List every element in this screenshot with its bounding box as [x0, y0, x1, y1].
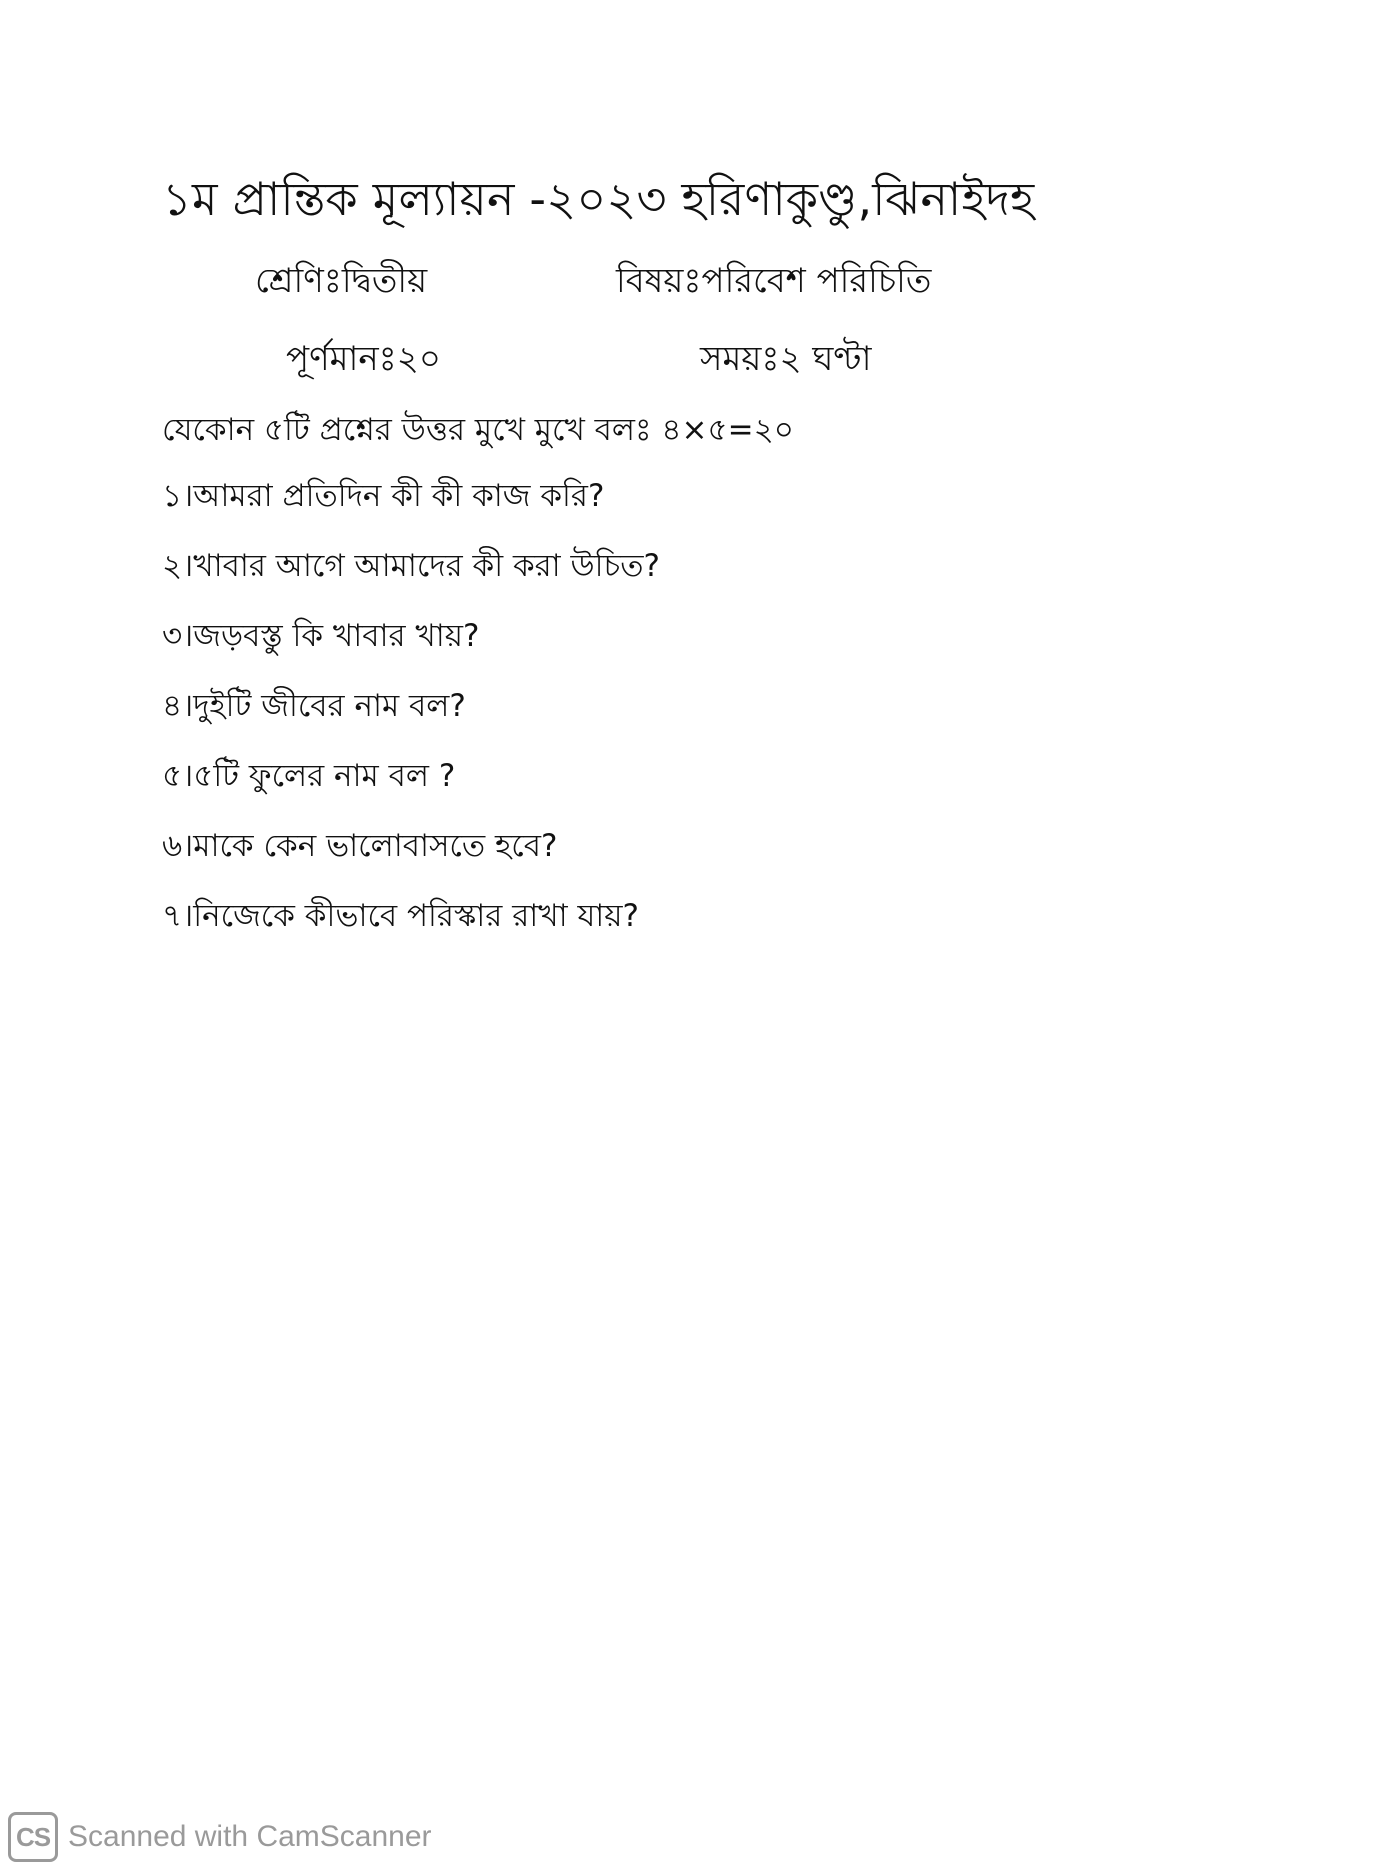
exam-title: ১ম প্রান্তিক মূল্যায়ন -২০২৩ হরিণাকুণ্ডু,ঝিনাইদহ [162, 172, 1035, 226]
instruction-text: যেকোন ৫টি প্রশ্নের উত্তর মুখে মুখে বলঃ ৪×৫=২০ [162, 412, 794, 448]
question-item: ৩।জড়বস্তু কি খাবার খায়? [162, 618, 480, 654]
full-marks-label: পূর্ণমানঃ২০ [286, 339, 442, 379]
camscanner-logo-icon: CS [8, 1812, 58, 1862]
question-item: ৭।নিজেকে কীভাবে পরিস্কার রাখা যায়? [162, 898, 640, 934]
class-label: শ্রেণিঃদ্বিতীয় [255, 261, 428, 301]
question-item: ৬।মাকে কেন ভালোবাসতে হবে? [162, 828, 558, 864]
question-list [162, 476, 660, 966]
watermark-text: Scanned with CamScanner [68, 1820, 432, 1853]
camscanner-watermark [8, 1810, 432, 1864]
time-label: সময়ঃ২ ঘণ্টা [700, 339, 872, 379]
question-item: ৪।দুইটি জীবের নাম বল? [162, 688, 466, 724]
subject-label: বিষয়ঃপরিবেশ পরিচিতি [616, 261, 932, 301]
question-item: ৫।৫টি ফুলের নাম বল ? [162, 758, 456, 794]
question-item: ২।খাবার আগে আমাদের কী করা উচিত? [162, 548, 660, 584]
question-item: ১।আমরা প্রতিদিন কী কী কাজ করি? [162, 478, 605, 514]
